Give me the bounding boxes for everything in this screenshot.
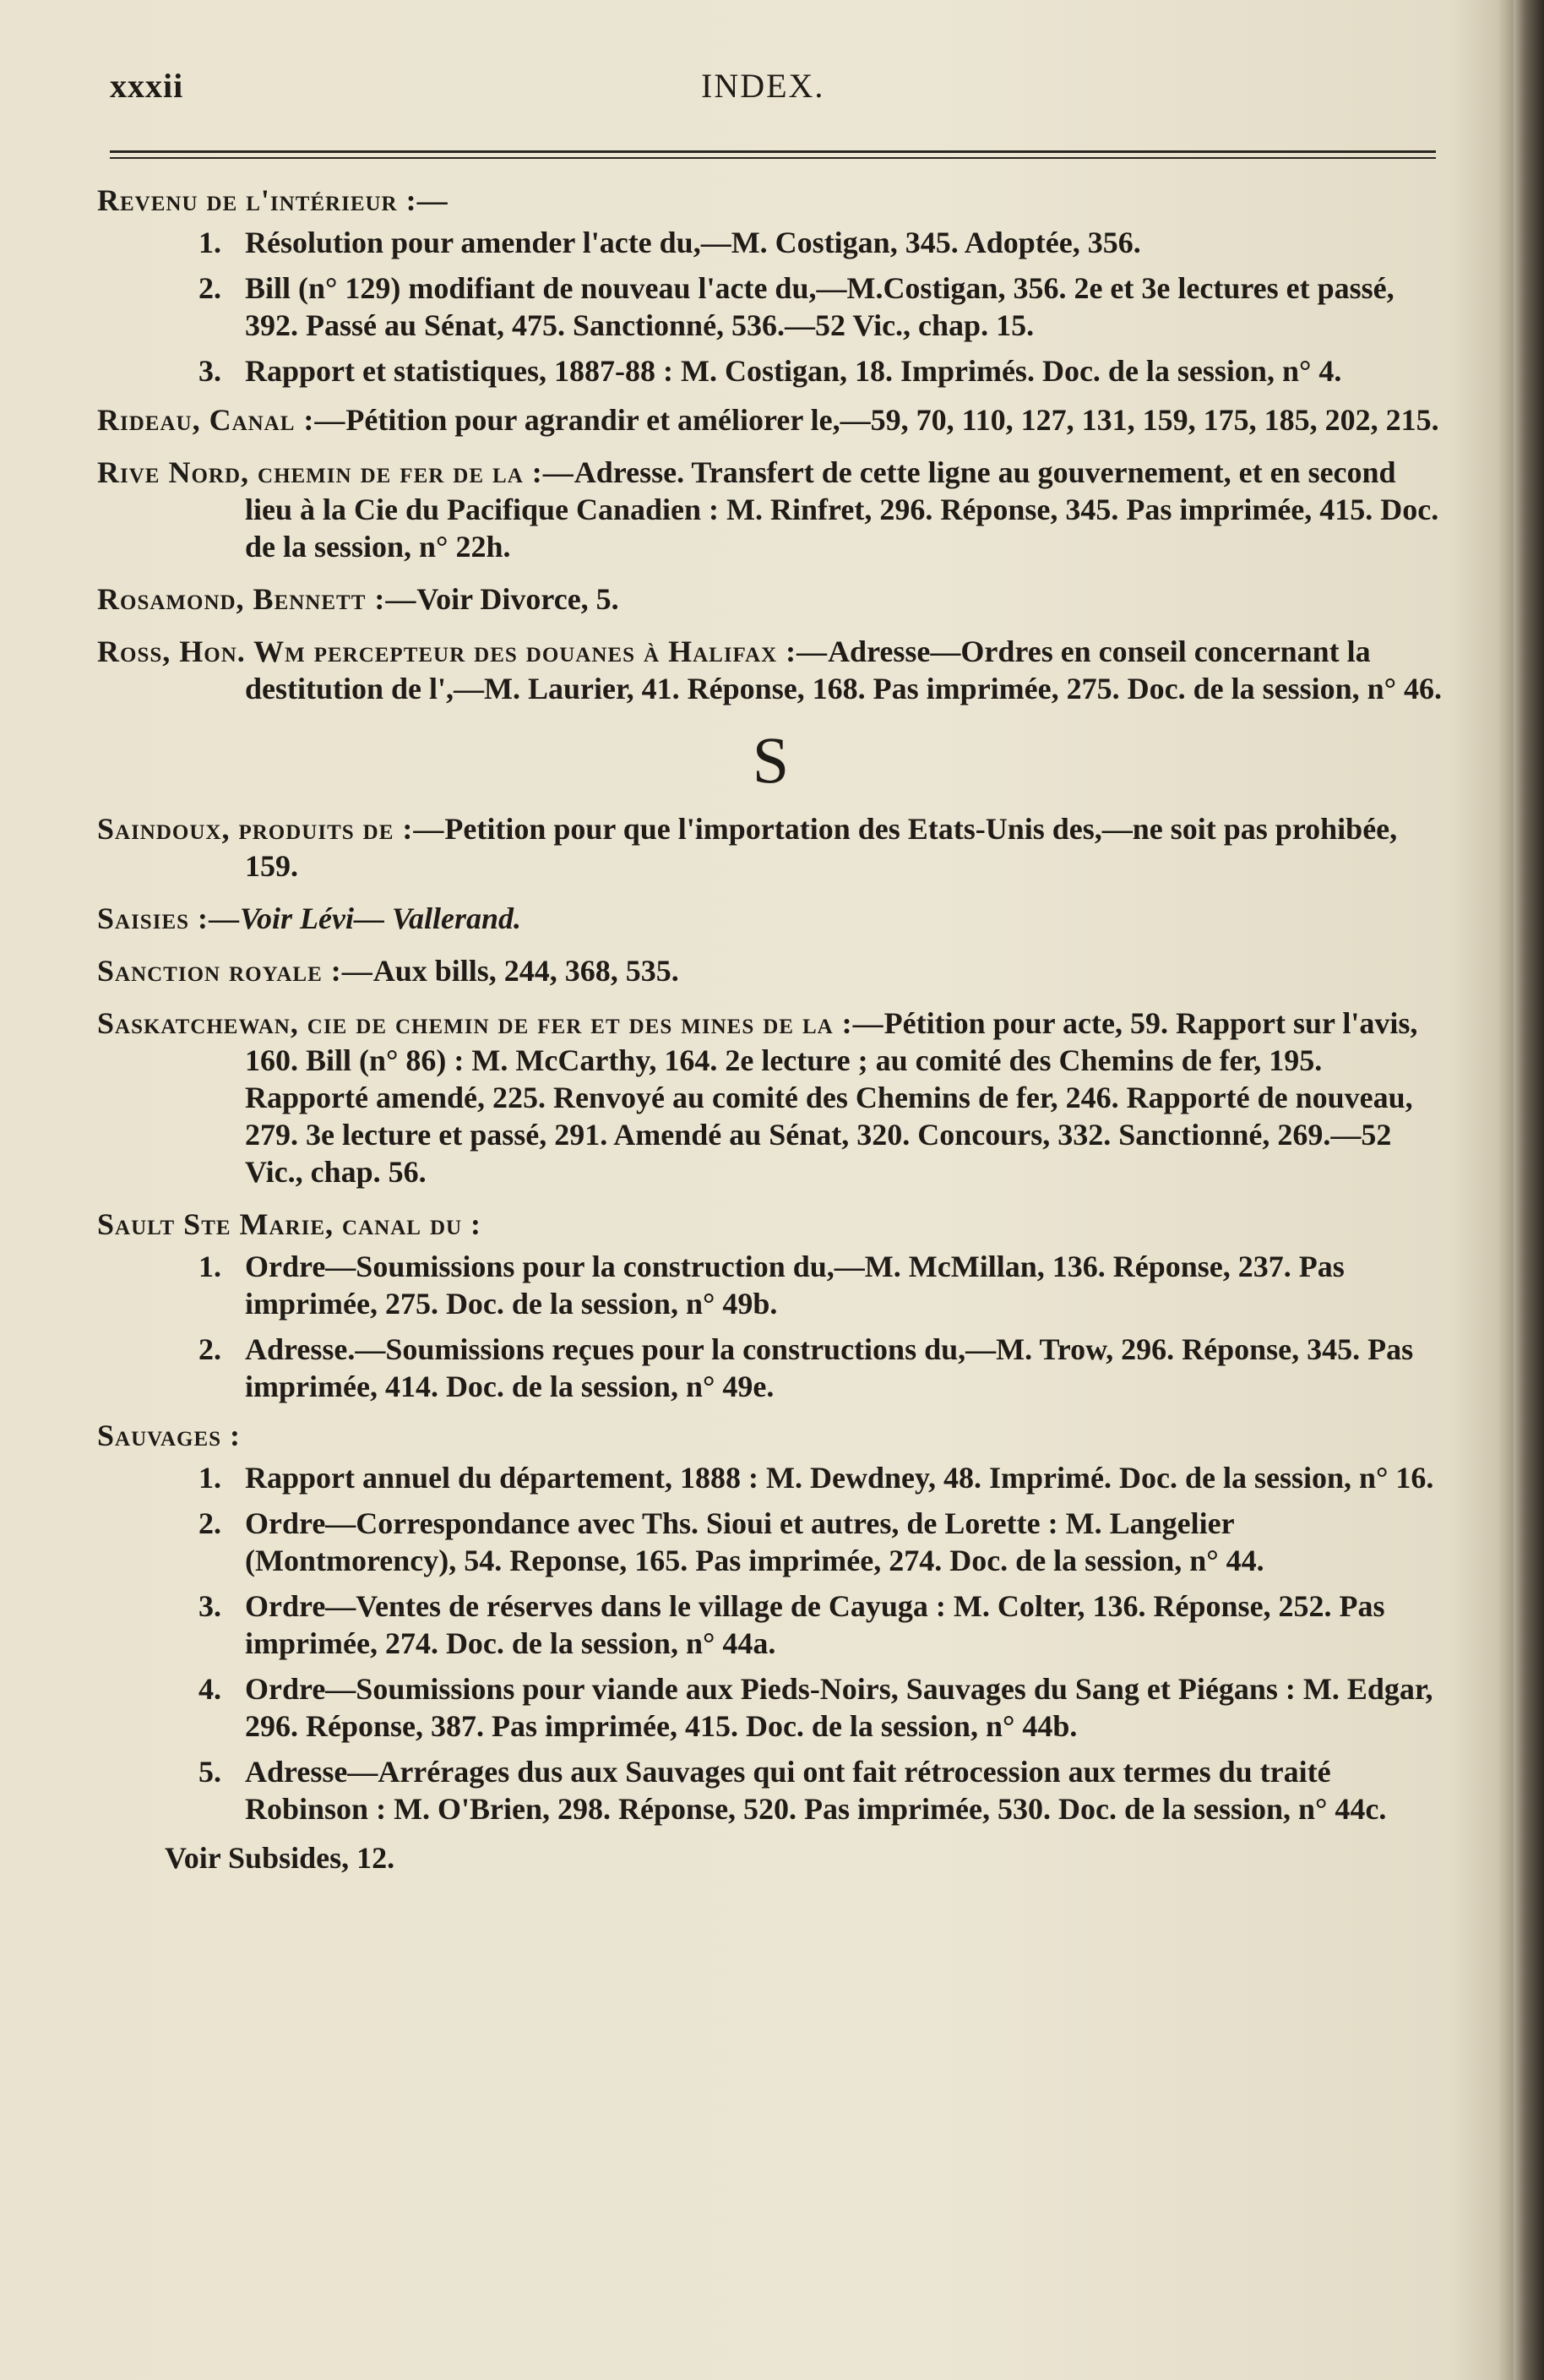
sub-entry-number: 3. [198,354,221,388]
sub-entry [97,1753,1444,1827]
sub-entry [97,1248,1444,1322]
header-rule-bottom [110,157,1436,159]
entry-heading: Rosamond, Bennett :— [97,582,417,616]
sub-entry [97,270,1444,344]
entry-text: Petition pour que l'importation des Etats-Unis des,—ne soit pas prohibée, 159. [245,812,1398,883]
index-entry-sauvages [97,1417,1444,1454]
index-entry-saindoux [97,810,1444,885]
entry-text: Adresse—Ordres en conseil concernant la destitution de l',—M. Laurier, 41. Réponse, 168. Pas imprimée, 275. Doc. de la session, n° 46. [245,634,1443,705]
index-entry-saisies [97,900,1444,937]
entry-text: Adresse. Transfert de cette ligne au gouvernement, et en second lieu à la Cie du Pacifique Canadien : M. Rinfret, 296. Réponse, 345. Pas imprimée, 415. Doc. de la session, n° 22h. [245,455,1439,564]
sub-entry-text: Ordre—Ventes de réserves dans le village de Cayuga : M. Colter, 136. Réponse, 252. Pas imprimée, 274. Doc. de la session, n° 44a. [245,1589,1385,1660]
section-letter: S [752,723,790,797]
sub-entry-text: Rapport et statistiques, 1887-88 : M. Costigan, 18. Imprimés. Doc. de la session, n° 4. [245,354,1342,388]
sub-entry [97,1331,1444,1405]
see-also-line: Voir Subsides, 12. [165,1841,395,1875]
sub-entry [97,224,1444,261]
sub-entries-revenu [97,224,1444,389]
sub-entries-sault [97,1248,1444,1405]
sub-entry-number: 2. [198,271,221,305]
sub-entry-number: 2. [198,1332,221,1366]
entry-heading: Rideau, Canal :— [97,403,346,437]
entry-heading: Revenu de l'intérieur :— [97,183,449,217]
sub-entry [97,352,1444,389]
index-entry-rosamond [97,580,1444,618]
entry-text: Voir Divorce, 5. [416,582,619,616]
sub-entry-number: 1. [198,1250,221,1283]
sub-entry [97,1459,1444,1496]
index-content [97,182,1444,1876]
sub-entry-text: Bill (n° 129) modifiant de nouveau l'acte du,—M.Costigan, 356. 2e et 3e lectures et passé, 392. Passé au Sénat, 475. Sanctionné, 536.—52 Vic., chap. 15. [245,271,1394,342]
sub-entry-number: 4. [198,1672,221,1706]
sub-entry-number: 1. [198,226,221,259]
running-title: INDEX. [701,67,825,105]
entry-text: Pétition pour acte, 59. Rapport sur l'avis, 160. Bill (n° 86) : M. McCarthy, 164. 2e lecture ; au comité des Chemins de fer, 195. Rapporté amendé, 225. Renvoyé au comité des Chemins de fer, 246. Rapporté de nouveau, 279. 3e lecture et passé, 291. Amendé au Sénat, 320. Concours, 332. Sanctionné, 269.—52 Vic., chap. 56. [245,1006,1418,1189]
index-entry-ross [97,633,1444,707]
sub-entry [97,1670,1444,1745]
index-entry-revenu [97,182,1444,219]
sub-entry [97,1505,1444,1579]
sub-entry-text: Résolution pour amender l'acte du,—M. Costigan, 345. Adoptée, 356. [245,226,1141,259]
entry-heading: Saisies :— [97,901,241,935]
sub-entry-number: 3. [198,1589,221,1623]
sub-entry-text: Adresse—Arrérages dus aux Sauvages qui ont fait rétrocession aux termes du traité Robinson : M. O'Brien, 298. Réponse, 520. Pas imprimée, 530. Doc. de la session, n° 44c. [245,1755,1387,1826]
sub-entry-text: Adresse.—Soumissions reçues pour la constructions du,—M. Trow, 296. Réponse, 345. Pas imprimée, 414. Doc. de la session, n° 49e. [245,1332,1414,1403]
index-entry-rive-nord [97,454,1444,565]
sub-entry-text: Ordre—Soumissions pour viande aux Pieds-Noirs, Sauvages du Sang et Piégans : M. Edgar, 296. Réponse, 387. Pas imprimée, 415. Doc. de la session, n° 44b. [245,1672,1433,1743]
entry-text: Voir Lévi— Vallerand. [240,901,522,935]
sub-entry-number: 1. [198,1461,221,1495]
sub-entry-number: 5. [198,1755,221,1789]
entry-heading: Saindoux, produits de :— [97,812,445,846]
entry-text: Aux bills, 244, 368, 535. [372,954,679,988]
page-header [110,66,1436,117]
book-spine-shadow [1514,0,1544,2380]
entry-heading: Ross, Hon. Wm percepteur des douanes à Halifax :— [97,634,829,668]
sub-entry [97,1588,1444,1662]
entry-text: Pétition pour agrandir et améliorer le,—59, 70, 110, 127, 131, 159, 175, 185, 202, 215. [345,403,1439,437]
header-rule-top [110,150,1436,153]
page-number: xxxii [110,67,184,105]
sub-entry-text: Ordre—Correspondance avec Ths. Sioui et autres, de Lorette : M. Langelier (Montmorency), 54. Reponse, 165. Pas imprimée, 274. Doc. de la session, n° 44. [245,1506,1264,1577]
entry-heading: Sauvages : [97,1419,242,1452]
entry-heading: Sault Ste Marie, canal du : [97,1207,482,1241]
sub-entry-text: Ordre—Soumissions pour la construction du,—M. McMillan, 136. Réponse, 237. Pas imprimée, 275. Doc. de la session, n° 49b. [245,1250,1345,1321]
sub-entry-text: Rapport annuel du département, 1888 : M. Dewdney, 48. Imprimé. Doc. de la session, n° 16. [245,1461,1434,1495]
sub-entry-number: 2. [198,1506,221,1540]
entry-heading: Rive Nord, chemin de fer de la :— [97,455,574,489]
sub-entries-sauvages [97,1459,1444,1827]
index-entry-sault [97,1206,1444,1243]
index-entry-rideau [97,401,1444,438]
index-entry-sanction [97,952,1444,989]
index-entry-saskatchewan [97,1005,1444,1190]
entry-heading: Saskatchewan, cie de chemin de fer et des mines de la :— [97,1006,884,1040]
entry-heading: Sanction royale :— [97,954,373,988]
